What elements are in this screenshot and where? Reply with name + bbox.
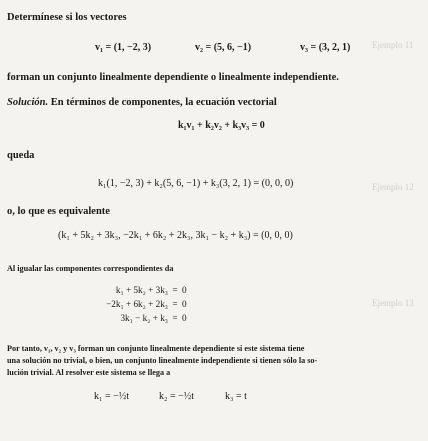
margin-label-bleed: Ejemplo 12 <box>372 182 414 192</box>
solution-k1: k₁ = −½t <box>94 391 130 402</box>
solution-label: Solución. <box>7 97 49 108</box>
solution-line <box>7 97 277 108</box>
margin-label-bleed: Ejemplo 13 <box>372 298 414 308</box>
system-row: −2k₁ + 6k₂ + 2k₃ = 0 <box>58 299 187 309</box>
vector-v1: v₁ = (1, −2, 3) <box>95 42 152 53</box>
conclusion-line: una solución no trivial, o bien, un conjunto linealmente independiente si tienen sólo la so- <box>7 356 318 365</box>
solution-k2: k₂ = −½t <box>159 391 195 402</box>
vector-equation: k₁v₁ + k₂v₂ + k₃v₃ = 0 <box>178 120 265 131</box>
intro-text: Determínese si los vectores <box>7 12 127 23</box>
solution-k3: k₃ = t <box>225 391 247 402</box>
system-row: 3k₁ − k₂ + k₃ = 0 <box>58 313 187 323</box>
system-rhs: 0 <box>182 313 187 323</box>
vector-v2: v₂ = (5, 6, −1) <box>195 42 252 53</box>
component-equation: k₁(1, −2, 3) + k₂(5, 6, −1) + k₃(3, 2, 1) = (0, 0, 0) <box>98 178 294 189</box>
equivalent-equation: (k₁ + 5k₂ + 3k₃, −2k₁ + 6k₂ + 2k₃, 3k₁ − k₂ + k₃) = (0, 0, 0) <box>58 230 293 241</box>
vector-v3: v₃ = (3, 2, 1) <box>300 42 351 53</box>
equating-text: Al igualar las componentes correspondientes da <box>7 264 174 273</box>
system-rhs: 0 <box>182 299 187 309</box>
margin-label-bleed: Ejemplo 11 <box>372 40 414 50</box>
system-lhs: −2k₁ + 6k₂ + 2k₃ <box>106 299 168 309</box>
system-lhs: k₁ + 5k₂ + 3k₃ <box>115 285 168 295</box>
system-lhs: 3k₁ − k₂ + k₃ <box>120 313 168 323</box>
system-rhs: 0 <box>182 285 187 295</box>
equivalent-text: o, lo que es equivalente <box>7 206 110 217</box>
conclusion-line: Por tanto, v₁, v₂ y v₃ forman un conjunto linealmente dependiente si este sistema tiene <box>7 344 305 353</box>
statement-text: forman un conjunto linealmente dependiente o linealmente independiente. <box>7 72 339 83</box>
system-row: k₁ + 5k₂ + 3k₃ = 0 <box>58 285 187 295</box>
conclusion-line: lución trivial. Al resolver este sistema se llega a <box>7 368 171 377</box>
queda-text: queda <box>7 150 35 161</box>
solution-text: En términos de componentes, la ecuación vectorial <box>50 97 277 108</box>
